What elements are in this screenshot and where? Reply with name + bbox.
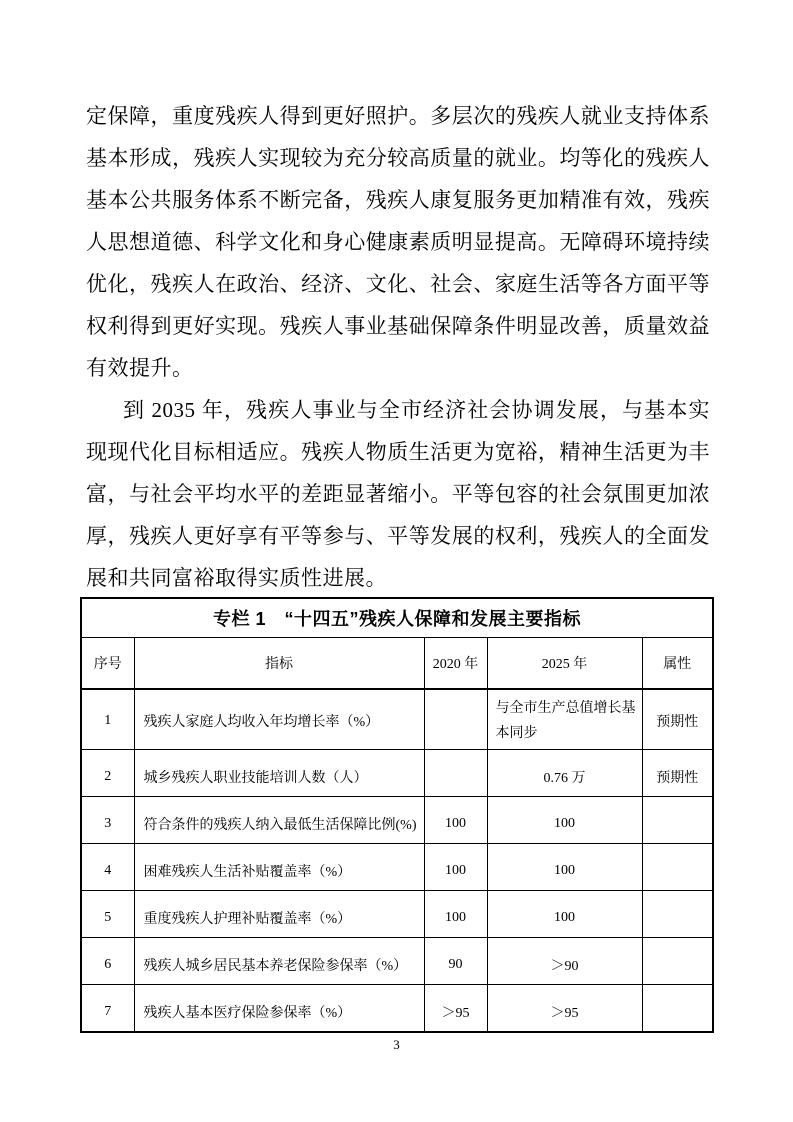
table-row	[81, 750, 713, 797]
cell-indicator: 重度残疾人护理补贴覆盖率（%）	[134, 891, 424, 938]
column-header-attribute: 属性	[642, 638, 713, 690]
cell-indicator: 符合条件的残疾人纳入最低生活保障比例(%)	[134, 797, 424, 844]
cell-indicator: 困难残疾人生活补贴覆盖率（%）	[134, 844, 424, 891]
cell-attribute	[642, 891, 713, 938]
cell-no: 3	[81, 797, 134, 844]
cell-indicator: 残疾人基本医疗保险参保率（%）	[134, 985, 424, 1033]
cell-attribute	[642, 985, 713, 1033]
cell-2020: 100	[424, 797, 487, 844]
cell-2020	[424, 689, 487, 750]
cell-2020: 100	[424, 891, 487, 938]
cell-indicator: 残疾人家庭人均收入年均增长率（%）	[134, 689, 424, 750]
cell-attribute	[642, 797, 713, 844]
cell-attribute	[642, 844, 713, 891]
cell-2020: 100	[424, 844, 487, 891]
cell-2025: 100	[487, 844, 642, 891]
table-row	[81, 938, 713, 985]
cell-2025: 0.76 万	[487, 750, 642, 797]
cell-2025: 100	[487, 797, 642, 844]
page-number: 3	[393, 1037, 400, 1052]
cell-2025: ＞90	[487, 938, 642, 985]
cell-2020: ＞95	[424, 985, 487, 1033]
cell-2025: ＞95	[487, 985, 642, 1033]
cell-2025: 100	[487, 891, 642, 938]
cell-attribute: 预期性	[642, 689, 713, 750]
column-header-no: 序号	[81, 638, 134, 690]
column-header-2025: 2025 年	[487, 638, 642, 690]
cell-2025: 与全市生产总值增长基本同步	[487, 689, 642, 750]
paragraph-2035-vision: 到 2035 年，残疾人事业与全市经济社会协调发展，与基本实现现代化目标相适应。残疾人物质生活更为宽裕，精神生活更为丰富，与社会平均水平的差距显著缩小。平等包容的社会氛围更加浓厚，残疾人更好享有平等参与、平等发展的权利，残疾人的全面发展和共同富裕取得实质性进展。	[86, 398, 710, 590]
cell-attribute	[642, 938, 713, 985]
cell-no: 6	[81, 938, 134, 985]
paragraph-2025-goals: 定保障，重度残疾人得到更好照护。多层次的残疾人就业支持体系基本形成，残疾人实现较为充分较高质量的就业。均等化的残疾人基本公共服务体系不断完备，残疾人康复服务更加精准有效，残疾人思想道德、科学文化和身心健康素质明显提高。无障碍环境持续优化，残疾人在政治、经济、文化、社会、家庭生活等各方面平等权利得到更好实现。残疾人事业基础保障条件明显改善，质量效益有效提升。	[86, 104, 710, 380]
indicator-table	[80, 597, 714, 1033]
table-row	[81, 891, 713, 938]
table-header-row	[81, 638, 713, 690]
cell-indicator: 残疾人城乡居民基本养老保险参保率（%）	[134, 938, 424, 985]
body-text	[86, 95, 710, 599]
table-row	[81, 689, 713, 750]
table-row	[81, 797, 713, 844]
cell-no: 4	[81, 844, 134, 891]
table-row	[81, 844, 713, 891]
table-title-row	[81, 598, 713, 638]
cell-indicator: 城乡残疾人职业技能培训人数（人）	[134, 750, 424, 797]
column-header-indicator: 指标	[134, 638, 424, 690]
table-title: 专栏 1 “十四五”残疾人保障和发展主要指标	[81, 598, 713, 638]
table-row	[81, 985, 713, 1033]
cell-no: 7	[81, 985, 134, 1033]
column-header-2020: 2020 年	[424, 638, 487, 690]
cell-no: 2	[81, 750, 134, 797]
cell-2020: 90	[424, 938, 487, 985]
cell-2020	[424, 750, 487, 797]
cell-no: 1	[81, 689, 134, 750]
cell-no: 5	[81, 891, 134, 938]
cell-attribute: 预期性	[642, 750, 713, 797]
